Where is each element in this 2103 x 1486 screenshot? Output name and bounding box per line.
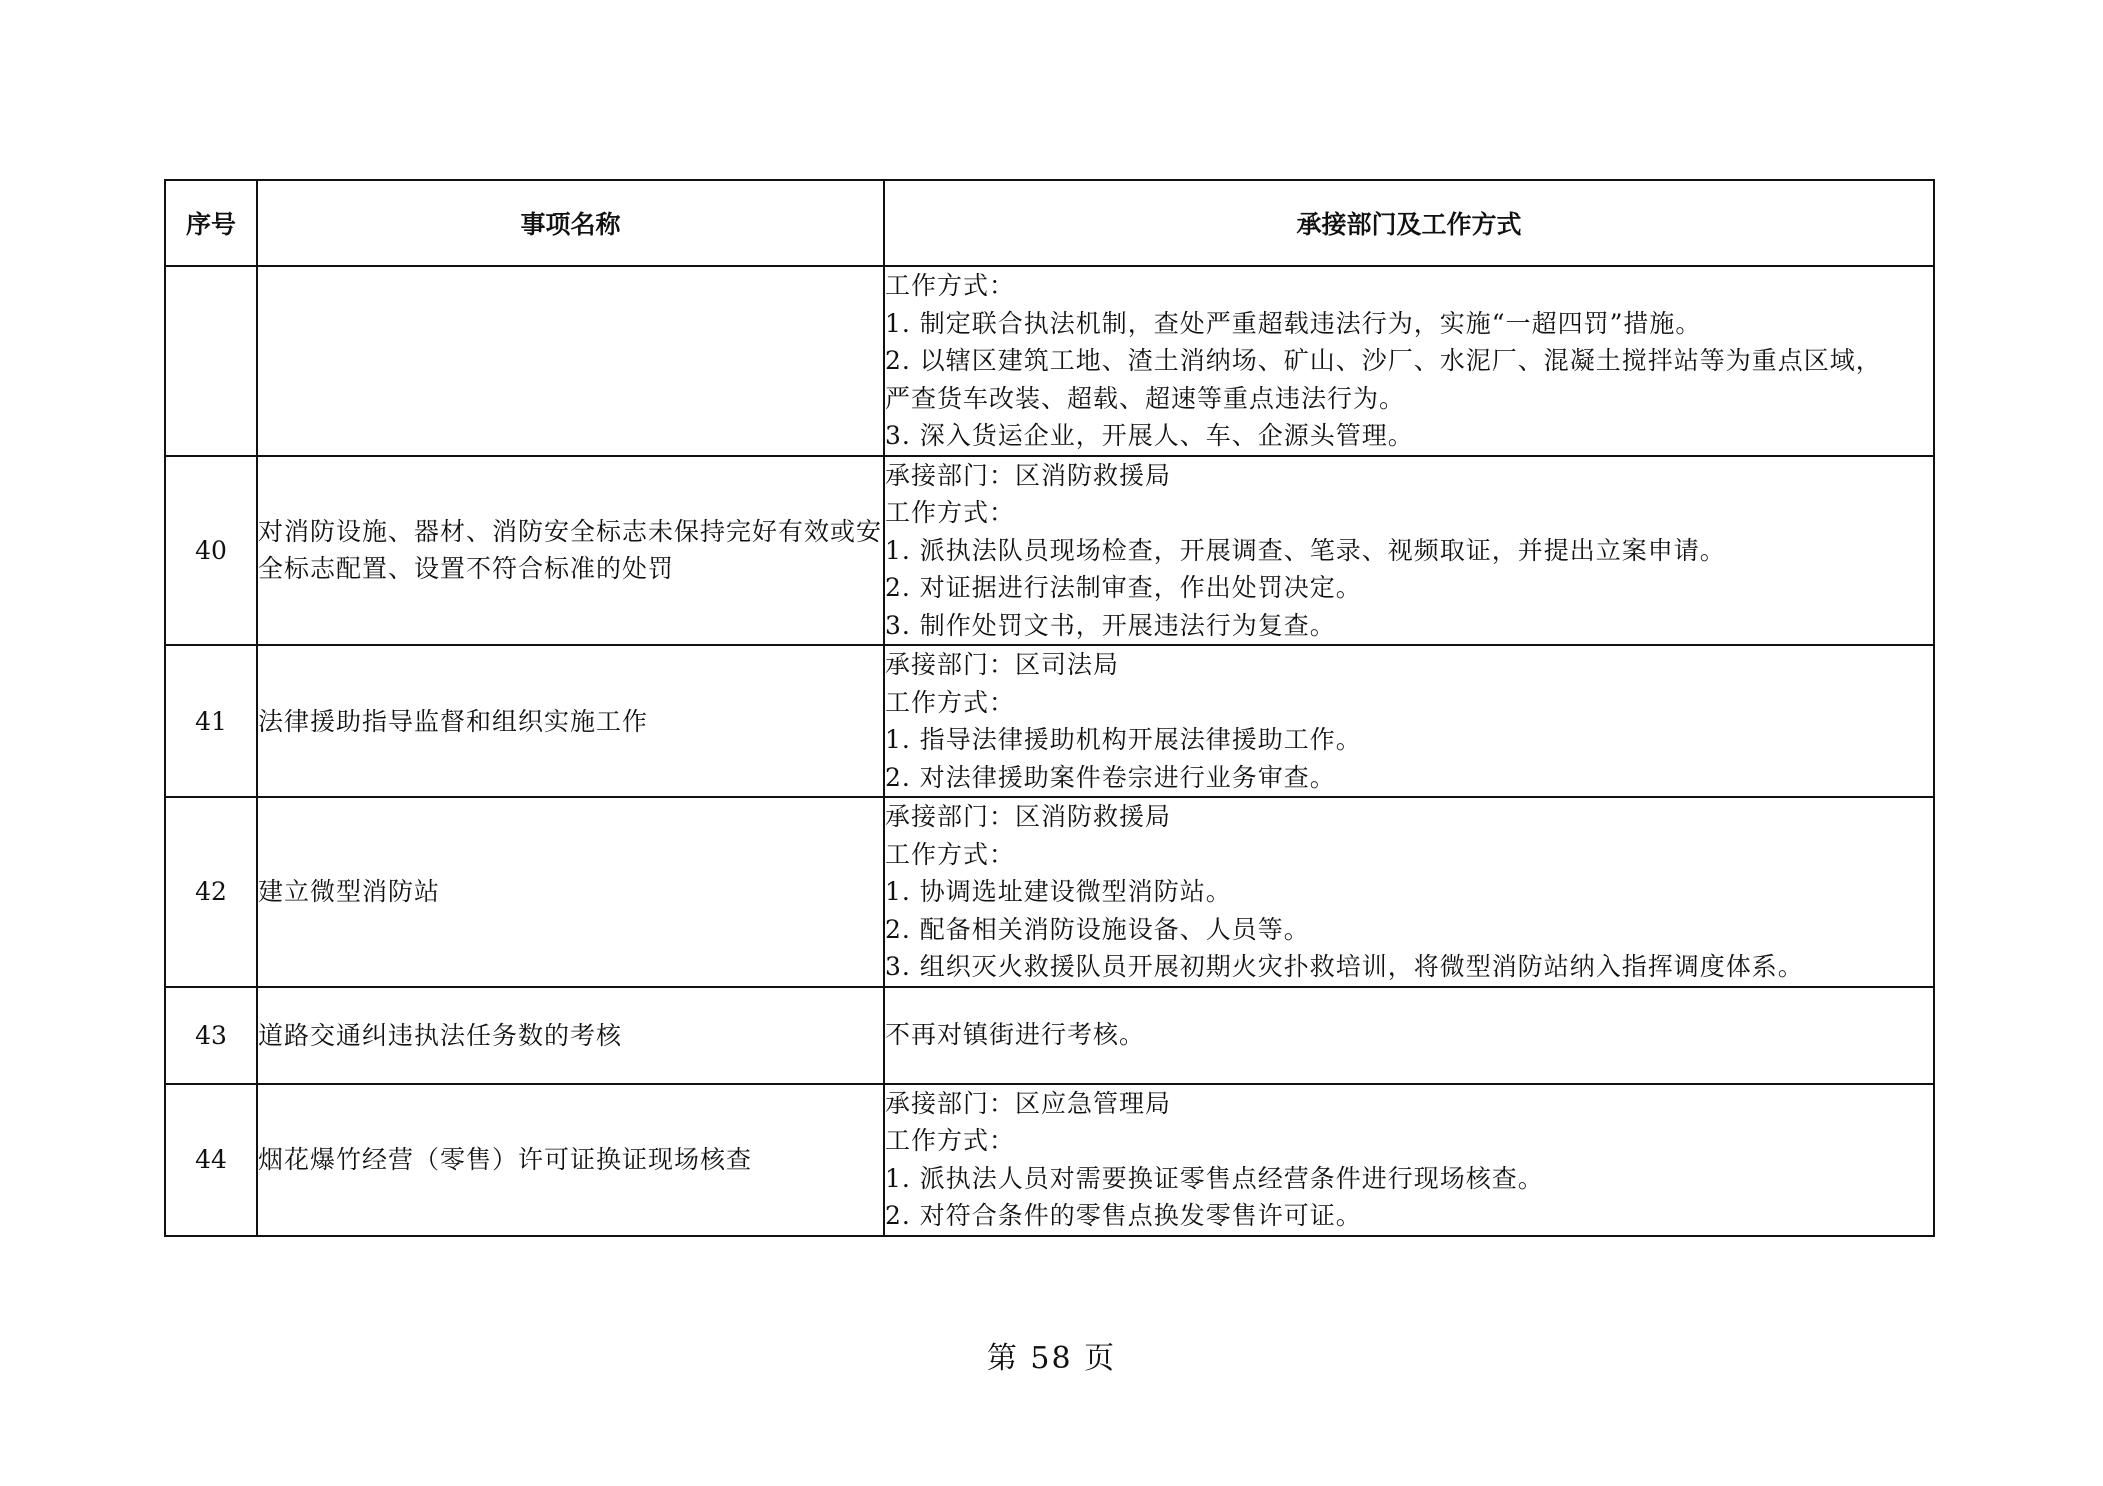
method-line: 2. 配备相关消防设施设备、人员等。 xyxy=(885,914,1310,944)
row-dept-method xyxy=(884,1084,1934,1236)
row-no xyxy=(165,266,257,456)
method-line: 3. 组织灭火救援队员开展初期火灾扑救培训，将微型消防站纳入指挥调度体系。 xyxy=(885,952,1804,981)
method-line: 2. 对法律援助案件卷宗进行业务审查。 xyxy=(885,762,1336,792)
header-no: 序号 xyxy=(165,180,257,266)
method-line: 工作方式： xyxy=(885,271,1016,300)
method-line: 1. 协调选址建设微型消防站。 xyxy=(885,877,1232,906)
table-row xyxy=(165,987,1934,1084)
row-item-name: 对消防设施、器材、消防安全标志未保持完好有效或安全标志配置、设置不符合标准的处罚 xyxy=(257,456,884,646)
page-number: 第 58 页 xyxy=(986,1341,1117,1376)
method-line: 1. 制定联合执法机制，查处严重超载违法行为，实施“一超四罚”措施。 xyxy=(885,308,1702,338)
method-line: 工作方式： xyxy=(885,687,1016,717)
table-header-row xyxy=(165,180,1934,266)
table-row xyxy=(165,266,1934,456)
row-dept-method xyxy=(884,266,1934,456)
method-line: 工作方式： xyxy=(885,498,1016,527)
method-line: 3. 深入货运企业，开展人、车、企源头管理。 xyxy=(885,421,1414,450)
method-line: 工作方式： xyxy=(885,1126,1016,1155)
row-no: 43 xyxy=(165,987,257,1084)
header-item-name: 事项名称 xyxy=(257,180,884,266)
table-row xyxy=(165,645,1934,797)
method-line: 承接部门：区消防救援局 xyxy=(885,802,1172,831)
row-item-name: 烟花爆竹经营（零售）许可证换证现场核查 xyxy=(257,1084,884,1236)
method-line: 承接部门：区消防救援局 xyxy=(885,460,1172,490)
method-line: 1. 派执法队员现场检查，开展调查、笔录、视频取证，并提出立案申请。 xyxy=(885,535,1726,565)
row-item-name: 建立微型消防站 xyxy=(257,797,884,987)
header-dept-method: 承接部门及工作方式 xyxy=(884,180,1934,266)
method-line: 2. 对符合条件的零售点换发零售许可证。 xyxy=(885,1201,1362,1230)
row-no: 40 xyxy=(165,456,257,646)
row-dept-method xyxy=(884,645,1934,797)
row-no: 44 xyxy=(165,1084,257,1236)
method-line: 1. 派执法人员对需要换证零售点经营条件进行现场核查。 xyxy=(885,1163,1544,1193)
row-item-name xyxy=(257,266,884,456)
row-no: 42 xyxy=(165,797,257,987)
table-row xyxy=(165,1084,1934,1236)
items-table xyxy=(164,179,1935,1237)
method-line: 3. 制作处罚文书，开展违法行为复查。 xyxy=(885,610,1336,640)
table-row xyxy=(165,456,1934,646)
method-line: 工作方式： xyxy=(885,839,1016,869)
row-no: 41 xyxy=(165,645,257,797)
method-line: 承接部门：区应急管理局 xyxy=(885,1088,1172,1118)
method-line: 1. 指导法律援助机构开展法律援助工作。 xyxy=(885,725,1362,754)
method-line: 2. 对证据进行法制审查，作出处罚决定。 xyxy=(885,573,1362,602)
row-dept-method xyxy=(884,456,1934,646)
row-dept-method xyxy=(884,987,1934,1084)
row-item-name: 法律援助指导监督和组织实施工作 xyxy=(257,645,884,797)
row-dept-method xyxy=(884,797,1934,987)
method-line: 2. 以辖区建筑工地、渣土消纳场、矿山、沙厂、水泥厂、混凝土搅拌站等为重点区域， xyxy=(885,346,1882,375)
row-item-name: 道路交通纠违执法任务数的考核 xyxy=(257,987,884,1084)
method-line: 承接部门：区司法局 xyxy=(885,650,1120,679)
method-line: 不再对镇街进行考核。 xyxy=(885,1020,1146,1050)
method-line: 严查货车改装、超载、超速等重点违法行为。 xyxy=(885,383,1406,413)
table-row xyxy=(165,797,1934,987)
